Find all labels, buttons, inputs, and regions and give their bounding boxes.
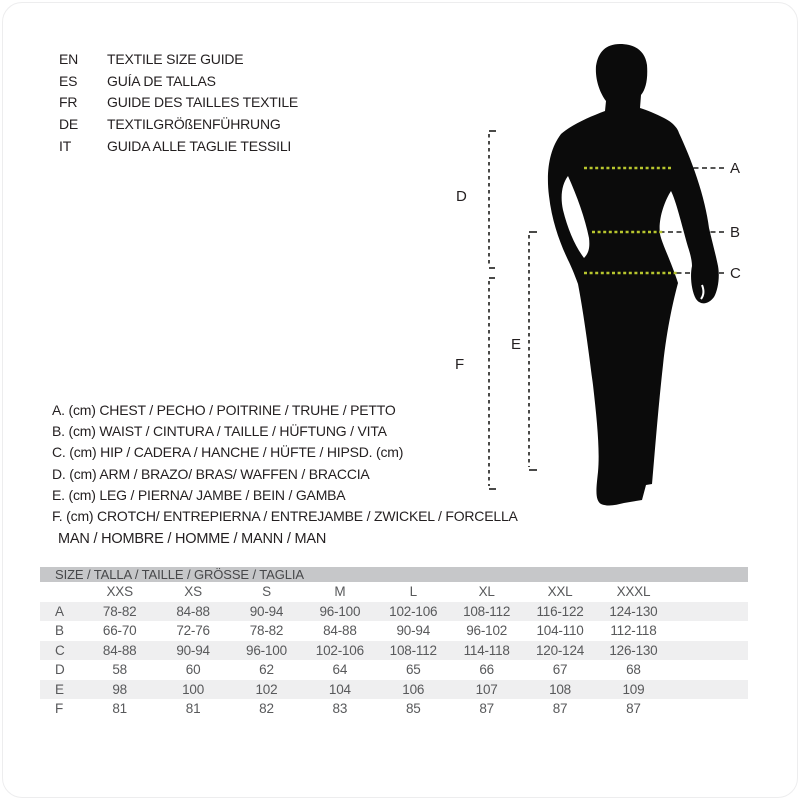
value-cell: 81 [112, 701, 127, 716]
value-cell: 108-112 [463, 603, 511, 619]
size-name-cell: XXL [547, 584, 573, 599]
value-cell: 84-88 [323, 623, 357, 638]
value-cell: 96-100 [246, 642, 287, 658]
language-row [59, 49, 298, 71]
size-name-cell: XS [184, 584, 202, 599]
label-arm-D: D [456, 188, 467, 205]
row-label: E [55, 681, 64, 697]
language-row [59, 92, 298, 114]
value-cell: 114-118 [463, 642, 510, 658]
value-cell: 104 [328, 681, 351, 697]
language-label: TEXTILE SIZE GUIDE [107, 51, 244, 67]
value-cell: 81 [185, 701, 201, 716]
table-row [40, 621, 748, 641]
size-name-row [40, 582, 748, 602]
row-label: B [55, 623, 64, 638]
table-row [40, 680, 748, 700]
legend-row: C. (cm) HIP / CADERA / HANCHE / HÜFTE / HIPSD. (cm) [52, 444, 404, 461]
label-hip-C: C [730, 265, 741, 282]
language-code: DE [59, 116, 79, 133]
value-cell: 72-76 [176, 623, 210, 638]
size-name-cell: M [334, 584, 346, 599]
value-cell: 60 [185, 662, 201, 677]
size-table-body [40, 582, 748, 719]
language-label: GUÍA DE TALLAS [107, 72, 216, 89]
size-table [40, 567, 748, 719]
value-cell: 116-122 [536, 603, 584, 619]
value-cell: 87 [626, 701, 641, 716]
value-cell: 104-110 [536, 623, 584, 638]
value-cell: 67 [552, 662, 568, 677]
value-cell: 65 [405, 662, 421, 677]
row-label: C [55, 642, 65, 658]
row-label: F [55, 701, 64, 716]
measure-legend [52, 400, 518, 527]
value-cell: 68 [626, 662, 641, 677]
table-row [40, 660, 748, 680]
table-row [40, 699, 748, 719]
value-cell: 102 [255, 681, 278, 697]
value-cell: 84-88 [102, 642, 137, 658]
value-cell: 58 [112, 662, 127, 677]
row-label: A [55, 603, 64, 619]
label-waist-B: B [730, 224, 741, 241]
value-cell: 90-94 [176, 642, 210, 658]
language-row [59, 71, 298, 93]
legend-row: D. (cm) ARM / BRAZO/ BRAS/ WAFFEN / BRACCIA [52, 465, 370, 482]
value-cell: 84-88 [176, 603, 210, 619]
size-name-cell: L [409, 584, 417, 599]
man-silhouette [548, 44, 719, 506]
value-cell: 90-94 [396, 623, 431, 638]
size-name-cell: S [262, 584, 271, 599]
language-code: FR [59, 94, 78, 111]
table-row [40, 602, 748, 622]
legend-row: F. (cm) CROTCH/ ENTREPIERNA / ENTREJAMBE / ZWICKEL / FORCELLA [52, 507, 518, 524]
gender-heading: MAN / HOMBRE / HOMME / MANN / MAN [58, 531, 327, 547]
value-cell: 107 [475, 681, 498, 697]
language-code: ES [59, 72, 78, 89]
value-cell: 98 [112, 681, 127, 697]
value-cell: 102-106 [389, 603, 438, 619]
value-cell: 78-82 [249, 623, 284, 638]
language-row [59, 136, 298, 158]
value-cell: 85 [405, 701, 421, 716]
value-cell: 102-106 [315, 642, 364, 658]
label-leg-E: E [511, 336, 522, 353]
value-cell: 64 [332, 662, 348, 677]
language-list [59, 49, 298, 157]
value-cell: 126-130 [609, 642, 658, 658]
size-row-label [40, 582, 83, 602]
language-label: TEXTILGRÖßENFÜHRUNG [107, 116, 281, 133]
size-table-header: SIZE / TALLA / TAILLE / GRÖSSE / TAGLIA [40, 567, 748, 582]
label-chest-A: A [730, 160, 741, 177]
value-cell: 100 [182, 681, 205, 697]
label-crotch-F: F [455, 356, 465, 373]
value-cell: 62 [259, 662, 274, 677]
value-cell: 96-102 [466, 623, 508, 638]
legend-row: A. (cm) CHEST / PECHO / POITRINE / TRUHE / PETTO [52, 402, 396, 418]
value-cell: 112-118 [610, 623, 657, 638]
language-label: GUIDA ALLE TAGLIE TESSILI [107, 137, 292, 154]
value-cell: 108-112 [389, 642, 437, 658]
value-cell: 120-124 [535, 642, 585, 658]
size-name-cell: XXS [106, 584, 133, 599]
table-row [40, 641, 748, 661]
value-cell: 87 [552, 701, 568, 716]
row-label: D [55, 662, 65, 677]
value-cell: 96-100 [319, 603, 361, 619]
value-cell: 78-82 [102, 603, 137, 619]
value-cell: 106 [402, 681, 425, 697]
value-cell: 87 [479, 701, 494, 716]
size-name-cell: XXXL [616, 584, 651, 599]
language-code: IT [59, 137, 72, 154]
value-cell: 108 [549, 681, 571, 697]
value-cell: 109 [622, 681, 645, 697]
size-name-cell: XL [478, 584, 495, 599]
value-cell: 82 [259, 701, 274, 716]
value-cell: 124-130 [609, 603, 658, 619]
language-label: GUIDE DES TAILLES TEXTILE [107, 94, 299, 111]
legend-row: B. (cm) WAIST / CINTURA / TAILLE / HÜFTUNG / VITA [52, 423, 387, 440]
language-row [59, 114, 298, 136]
language-code: EN [59, 51, 79, 67]
value-cell: 66-70 [102, 623, 137, 638]
value-cell: 66 [479, 662, 494, 677]
value-cell: 90-94 [249, 603, 284, 619]
value-cell: 83 [332, 701, 348, 716]
legend-row: E. (cm) LEG / PIERNA/ JAMBE / BEIN / GAMBA [52, 486, 346, 503]
